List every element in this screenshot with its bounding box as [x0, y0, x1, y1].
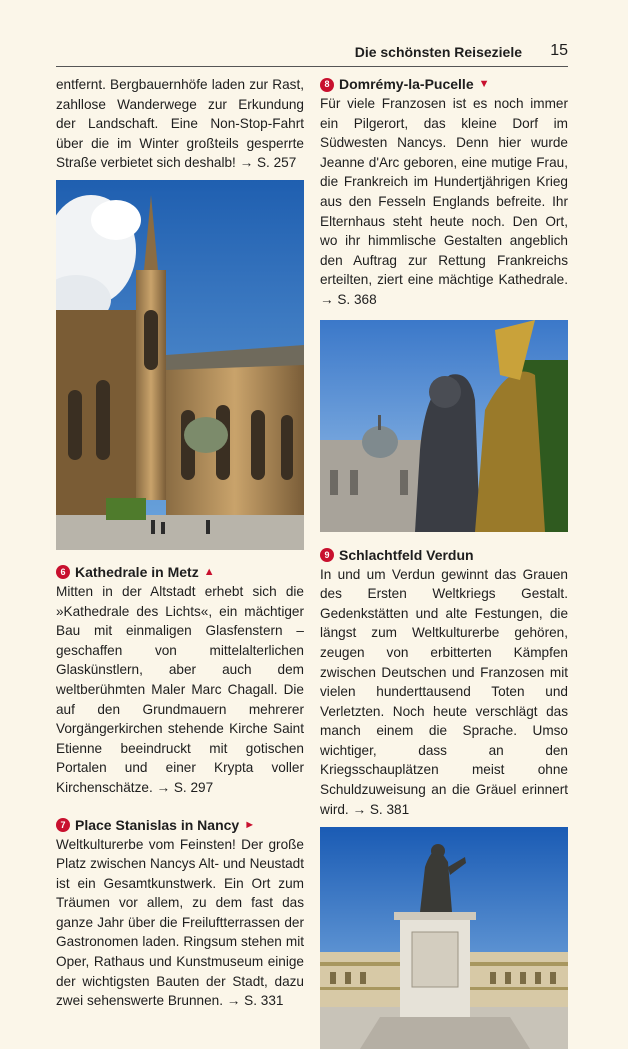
- entry-number-badge: 8: [320, 78, 334, 92]
- entry-number-badge: 7: [56, 818, 70, 832]
- entry-title-text: Domrémy-la-Pucelle: [339, 76, 474, 92]
- right-column: [320, 75, 568, 1049]
- page-number: 15: [550, 42, 568, 59]
- entry-title-6: [56, 563, 304, 582]
- entry-title-text: Place Stanislas in Nancy: [75, 816, 240, 833]
- entry-title-text: Schlachtfeld Verdun: [339, 546, 474, 563]
- intro-paragraph: entfernt. Bergbauernhöfe laden zur Rast, zahllose Wanderwege zur Erkundung der Landschaft. Eine Non-Stop-Fahrt über die im Winter großteils gesperrte Straße verbietet sich deshalb! → S. 257: [56, 77, 304, 171]
- entry-title-8: [320, 75, 568, 94]
- triangle-right-icon: ►: [244, 818, 256, 831]
- entry-text-9: In und um Verdun gewinnt das Grauen des Ersten Weltkriegs Gestalt. Gedenkstätten und alte Festungen, die längst zum Weltkulturerbe gehören, zeugen von erbitterten Kämpfen zwischen Deutschen und Franzosen mit vielen hunderttausend Toten und Verletzten. Noch heute verschlägt das manch einem die Sprache. Umso wichtiger, dass an den Kriegsschauplätzen meist ohne Schuldzuweisung an die Gräuel erinnert wird. → S. 381: [320, 566, 568, 817]
- entry-title-9: [320, 546, 568, 565]
- entry-number-badge: 9: [320, 548, 334, 562]
- place-stanislas-photo: [320, 827, 568, 1049]
- running-header: [56, 40, 568, 67]
- entry-number-badge: 6: [56, 565, 70, 579]
- entry-title-text: Kathedrale in Metz: [75, 563, 199, 580]
- entry-text-8: Für viele Franzosen ist es noch immer ein Pilgerort, das kleine Dorf im Südwesten Nancys. Denn hier wurde Jeanne d'Arc geboren, eine mutige Frau, die Frankreich im Hundertjährigen Krieg aus den Fesseln Englands befreite. Ihr Elternhaus steht heute noch. Den Ort, wo ihr himmlische Gestalten angeblich den Auftrag zur Rettung Frankreichs erteilten, ziert eine mächtige Kathedrale. → S. 368: [320, 96, 568, 307]
- left-column: [56, 75, 304, 1011]
- triangle-up-icon: ▲: [203, 565, 215, 578]
- triangle-down-icon: ▼: [478, 78, 490, 90]
- entry-text-7: Weltkulturerbe vom Feinsten! Der große Platz zwischen Nancys Alt- und Neustadt ist ein Gesamtkunstwerk. Ein Ort zum Träumen vor allem, zu dem fast das ganze Jahr über die Freiluftterrassen der Gastronomen laden. Ringsum stehen mit Oper, Rathaus und Kunstmuseum einige der wichtigsten Bauten der Stadt, dazu zwei sehenswerte Brunnen. → S. 331: [56, 836, 304, 1009]
- entry-text-6: Mitten in der Altstadt erhebt sich die »Kathedrale des Lichts«, ein mächtiger Bau mit einmaligen Glasfenstern – geschaffen von mittelalterlichen Glaskünstlern, aber auch dem weltberühmten Maler Marc Chagall. Die auf den Grundmauern mehrerer Vorgängerkirchen stehende Kirche Saint Etienne beeindruckt mit gotischen Portalen und einer Krypta voller Kirchenschätze. → S. 297: [56, 583, 304, 795]
- entry-title-7: [56, 816, 304, 835]
- metz-cathedral-photo: [56, 180, 304, 550]
- section-title: Die schönsten Reiseziele: [354, 44, 522, 60]
- jeanne-darc-statue-photo: [320, 320, 568, 532]
